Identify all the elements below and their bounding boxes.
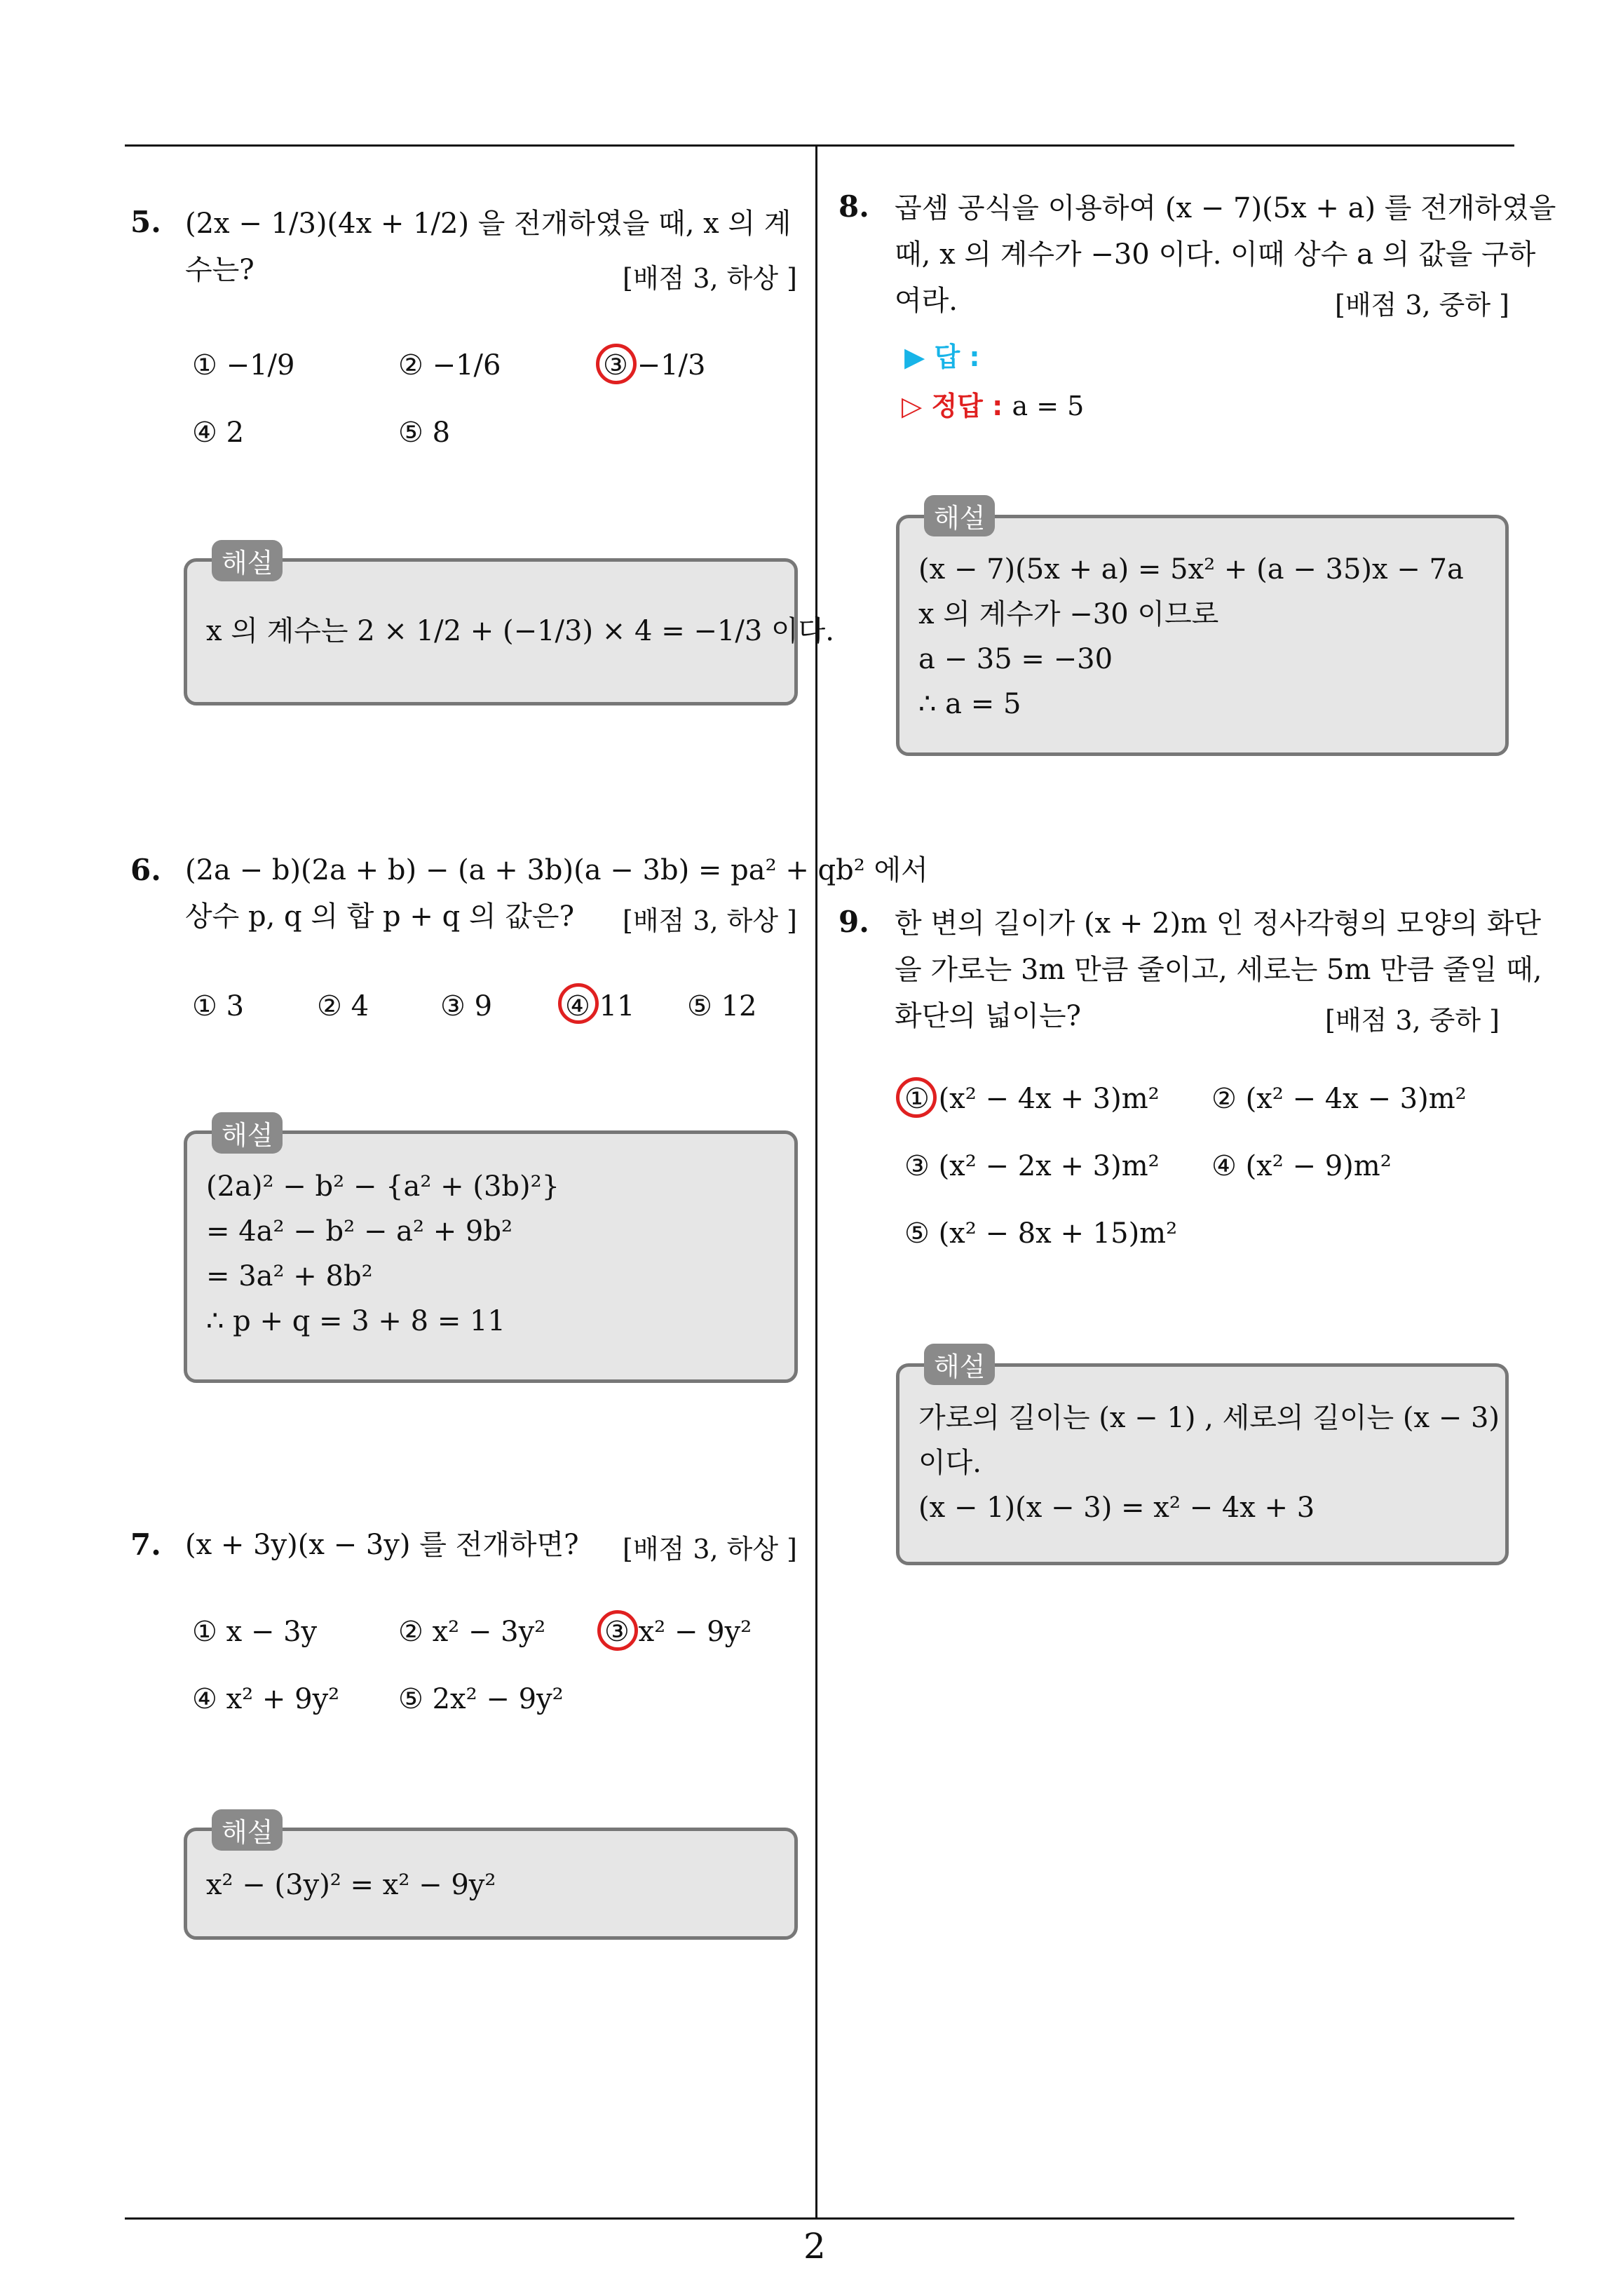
q6-choice-5[interactable]: ⑤ 12 bbox=[687, 990, 757, 1022]
q6-solution-line-3: = 3a² + 8b² bbox=[206, 1260, 373, 1292]
q9-choice-2[interactable]: ② (x² − 4x − 3)m² bbox=[1211, 1083, 1467, 1115]
question-6-number: 6. bbox=[130, 853, 161, 887]
question-5-number: 5. bbox=[130, 205, 161, 239]
q9-solution-line-1: 가로의 길이는 (x − 1) , 세로의 길이는 (x − 3) bbox=[918, 1402, 1500, 1434]
correct-mark-icon bbox=[896, 1077, 937, 1118]
top-rule bbox=[125, 144, 1514, 147]
question-6-score: [배점 3, 하상 ] bbox=[623, 905, 797, 936]
question-7-score: [배점 3, 하상 ] bbox=[623, 1534, 797, 1565]
q9-choice-4[interactable]: ④ (x² − 9)m² bbox=[1211, 1150, 1392, 1182]
column-divider bbox=[815, 144, 817, 2219]
question-8-text-line2: 때, x 의 계수가 −30 이다. 이때 상수 a 의 값을 구하 bbox=[895, 238, 1536, 271]
question-5-score: [배점 3, 하상 ] bbox=[623, 263, 797, 294]
q5-choice-4[interactable]: ④ 2 bbox=[192, 417, 245, 449]
q8-solution-tag: 해설 bbox=[924, 495, 995, 536]
q9-choice-5[interactable]: ⑤ (x² − 8x + 15)m² bbox=[904, 1217, 1178, 1250]
question-9-score: [배점 3, 중하 ] bbox=[1325, 1005, 1500, 1036]
q6-choice-2[interactable]: ② 4 bbox=[317, 990, 369, 1022]
correct-mark-icon bbox=[597, 1610, 638, 1651]
question-9-text-line3: 화단의 넓이는? bbox=[895, 1000, 1081, 1032]
q5-choice-5[interactable]: ⑤ 8 bbox=[398, 417, 451, 449]
q7-solution-line: x² − (3y)² = x² − 9y² bbox=[206, 1869, 496, 1901]
answer-input-label[interactable]: ▶ 답 : bbox=[904, 342, 980, 372]
question-9-number: 9. bbox=[838, 905, 869, 939]
question-8-score: [배점 3, 중하 ] bbox=[1335, 290, 1509, 320]
page-number: 2 bbox=[803, 2226, 826, 2267]
q5-solution-line: x 의 계수는 2 × 1/2 + (−1/3) × 4 = −1/3 이다. bbox=[206, 615, 835, 647]
q6-choice-3[interactable]: ③ 9 bbox=[440, 990, 493, 1022]
q7-choice-5[interactable]: ⑤ 2x² − 9y² bbox=[398, 1683, 564, 1715]
correct-answer-caption: ▷ 정답 : bbox=[902, 391, 1003, 421]
question-8-text-line3: 여라. bbox=[895, 285, 958, 317]
q9-choice-3[interactable]: ③ (x² − 2x + 3)m² bbox=[904, 1150, 1160, 1182]
q6-solution-line-4: ∴ p + q = 3 + 8 = 11 bbox=[206, 1305, 505, 1337]
q9-solution-line-2: 이다. bbox=[918, 1447, 982, 1479]
correct-mark-icon bbox=[558, 983, 599, 1024]
q9-solution-line-3: (x − 1)(x − 3) = x² − 4x + 3 bbox=[918, 1492, 1315, 1524]
q7-choice-4[interactable]: ④ x² + 9y² bbox=[192, 1683, 340, 1715]
q5-choice-2[interactable]: ② −1/6 bbox=[398, 349, 501, 381]
q8-solution-line-2: x 의 계수가 −30 이므로 bbox=[918, 598, 1219, 630]
q6-solution-line-2: = 4a² − b² − a² + 9b² bbox=[206, 1215, 513, 1248]
correct-mark-icon bbox=[596, 344, 637, 384]
q9-solution-box bbox=[896, 1363, 1509, 1565]
question-5-text: (2x − 1/3)(4x + 1/2) 을 전개하였을 때, x 의 계수는? bbox=[185, 208, 792, 286]
q8-solution-line-1: (x − 7)(5x + a) = 5x² + (a − 35)x − 7a bbox=[918, 553, 1464, 586]
question-8-text-line1: 곱셈 공식을 이용하여 (x − 7)(5x + a) 를 전개하였을 bbox=[895, 192, 1556, 224]
correct-answer-label bbox=[902, 384, 1084, 423]
q6-solution-line-1: (2a)² − b² − {a² + (3b)²} bbox=[206, 1170, 560, 1203]
question-9-text-line2: 을 가로는 3m 만큼 줄이고, 세로는 5m 만큼 줄일 때, bbox=[895, 954, 1542, 986]
q6-solution-tag: 해설 bbox=[212, 1112, 283, 1154]
question-7-text: (x + 3y)(x − 3y) 를 전개하면? bbox=[185, 1529, 579, 1561]
question-6-text-line1: (2a − b)(2a + b) − (a + 3b)(a − 3b) = pa² + qb² 에서 bbox=[185, 854, 928, 886]
q5-choice-3[interactable]: ③ −1/3 bbox=[603, 349, 706, 381]
q7-choice-3[interactable]: ③ x² − 9y² bbox=[604, 1616, 752, 1648]
q9-solution-tag: 해설 bbox=[924, 1344, 995, 1385]
q9-choice-1[interactable]: ① (x² − 4x + 3)m² bbox=[904, 1083, 1160, 1115]
question-7-number: 7. bbox=[130, 1527, 161, 1562]
correct-answer-value: a = 5 bbox=[1012, 391, 1085, 421]
question-6-text-line2: 상수 p, q 의 합 p + q 의 값은? bbox=[185, 900, 575, 933]
q7-solution-tag: 해설 bbox=[212, 1809, 283, 1851]
q8-solution-line-4: ∴ a = 5 bbox=[918, 688, 1021, 720]
q8-solution-line-3: a − 35 = −30 bbox=[918, 643, 1113, 675]
q5-choice-1[interactable]: ① −1/9 bbox=[192, 349, 295, 381]
q7-choice-1[interactable]: ① x − 3y bbox=[192, 1616, 318, 1648]
bottom-rule bbox=[125, 2217, 1514, 2220]
q5-solution-tag: 해설 bbox=[212, 540, 283, 581]
question-8-number: 8. bbox=[838, 189, 869, 224]
q6-choice-4[interactable]: ④ 11 bbox=[565, 990, 635, 1022]
q6-choice-1[interactable]: ① 3 bbox=[192, 990, 245, 1022]
question-9-text-line1: 한 변의 길이가 (x + 2)m 인 정사각형의 모양의 화단 bbox=[895, 907, 1541, 940]
q7-choice-2[interactable]: ② x² − 3y² bbox=[398, 1616, 546, 1648]
